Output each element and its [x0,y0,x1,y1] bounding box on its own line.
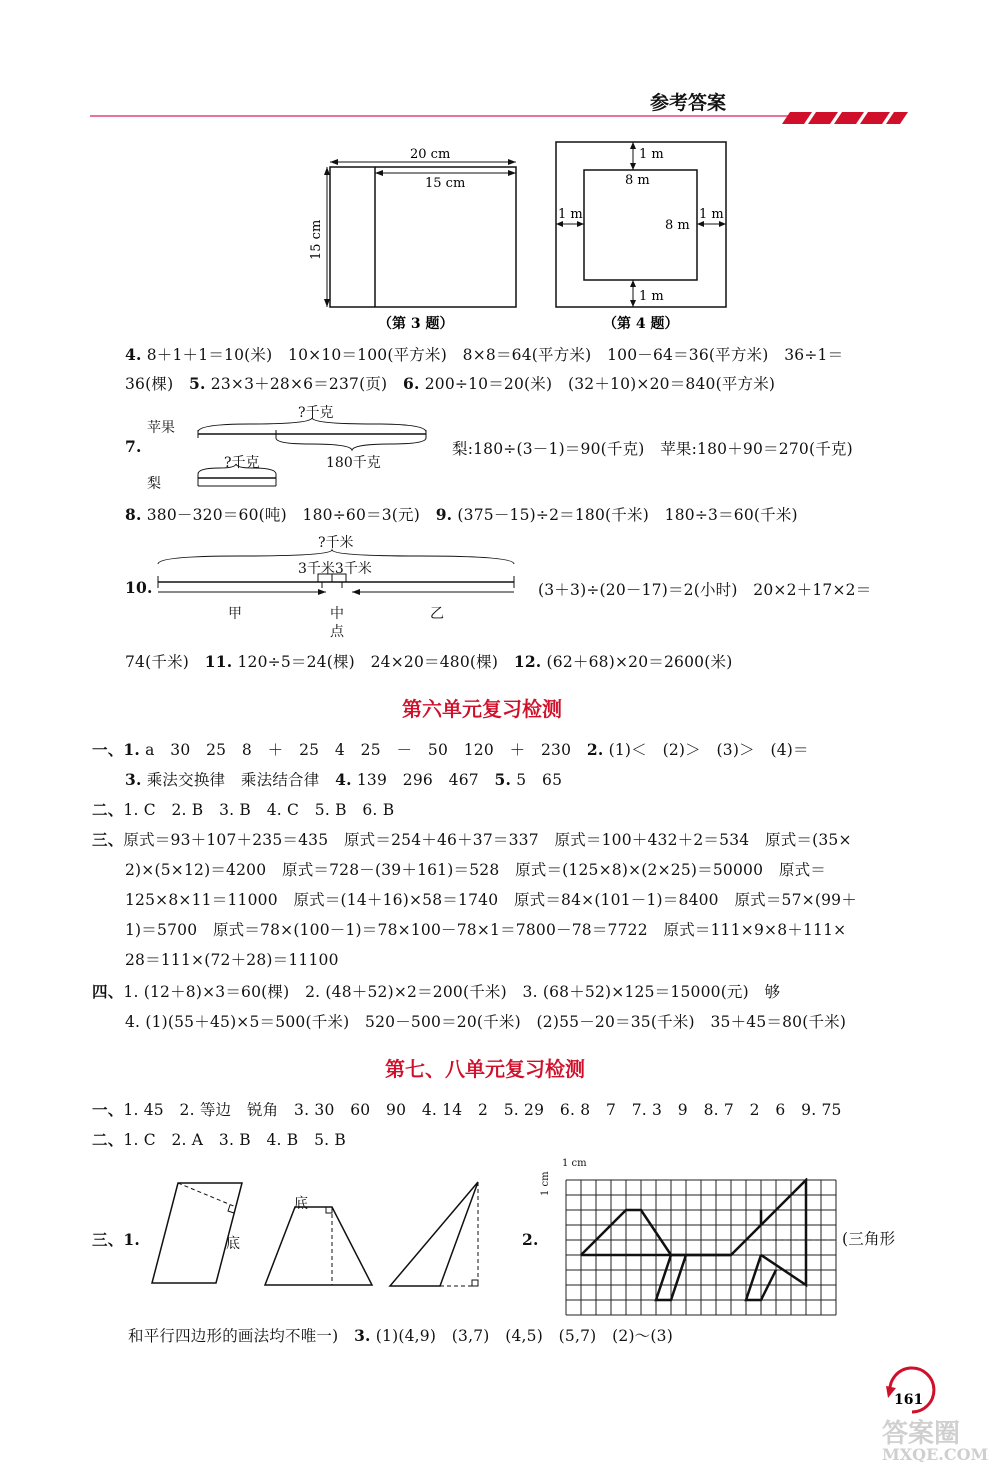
header-stripes-decoration [782,112,908,124]
fig4-inner-h: 8 m [665,218,690,233]
sec6-part3-line3: 125×8×11＝11000 原式＝(14＋16)×58＝1740 原式＝84×(101－1)＝8400 原式＝57×(99＋ [125,891,857,909]
sec6-part3-line4: 1)＝5700 原式＝78×(100－1)＝78×100－78×1＝7800－78＝7722 原式＝111×9×8＋111× [125,921,847,939]
q7-mid-label: ?千克 [224,455,260,471]
answer-line-10-12: 74(千米) 11. 120÷5＝24(棵) 24×20＝480(棵) 12. (62＋68)×20＝2600(米) [125,652,733,671]
fig3-label-20cm: 20 cm [410,147,451,162]
q7-right-label: 180千克 [326,455,381,471]
triangle-figure [388,1180,498,1290]
sec6-part2: 二、1. C 2. B 3. B 4. C 5. B 6. B [92,800,395,819]
watermark-site: MXQE.COM [882,1445,989,1462]
q7-answer: 梨:180÷(3－1)＝90(千克) 苹果:180＋90＝270(千克) [452,440,853,458]
q7-top-label: ?千克 [298,405,334,421]
page-badge [872,1352,992,1462]
section-6-title: 第六单元复习检测 [402,697,562,721]
grid-unit-label-vertical: 1 cm [540,1171,551,1196]
answer-line-4: 4. 8＋1＋1＝10(米) 10×10＝100(平方米) 8×8＝64(平方米) 100－64＝36(平方米) 36÷1＝ [125,345,844,364]
page-number: 161 [894,1392,924,1408]
sec6-part1-line2: 3. 乘法交换律 乘法结合律 4. 139 296 467 5. 5 65 [125,770,563,789]
header-rule [90,112,910,132]
sec6-part1-line1: 一、1. a 30 25 8 ＋ 25 4 25 － 50 120 ＋ 230 2. (1)＜ (2)＞ (3)＞ (4)＝ [92,740,809,759]
height-figures [150,1175,380,1295]
grid-question-number: 2. [522,1230,539,1249]
parallelogram-base-label: 底 [226,1236,240,1252]
fig4-bottom: 1 m [639,289,664,304]
sec78-part2: 二、1. C 2. A 3. B 4. B 5. B [92,1130,347,1149]
sec6-part4-line2: 4. (1)(55＋45)×5＝500(千米) 520－500＝20(千米) (2)55－20＝35(千米) 35＋45＝80(千米) [125,1013,847,1031]
q7-diagram [190,418,440,493]
fig4-left: 1 m [558,207,583,222]
q7-apple-label: 苹果 [147,420,175,436]
fig4-right: 1 m [699,207,724,222]
fig4-inner-w: 8 m [625,173,650,188]
q10-answer: (3＋3)÷(20－17)＝2(小时) 20×2＋17×2＝ [538,581,872,599]
sec6-part4-line1: 四、1. (12＋8)×3＝60(棵) 2. (48＋52)×2＝200(千米) 3. (68＋52)×125＝15000(元) 够 [92,982,781,1001]
grid-unit-label: 1 cm [562,1158,587,1169]
grid-tail-text: (三角形 [842,1230,896,1248]
figure-3 [300,140,530,335]
sec6-part3-line1: 三、原式＝93＋107＋235＝435 原式＝254＋46＋37＝337 原式＝100＋432＋2＝534 原式＝(35× [92,830,852,849]
section-78-title: 第七、八单元复习检测 [385,1057,585,1081]
q7-number: 7. [125,437,142,456]
q10-top-label: ?千米 [318,535,354,551]
fig4-top: 1 m [639,147,664,162]
q10-number: 10. [125,578,153,597]
answer-line-8-9: 8. 380－320＝60(吨) 180÷60＝3(元) 9. (375－15)÷2＝180(千米) 180÷3＝60(千米) [125,505,798,524]
sec78-part1: 一、1. 45 2. 等边 锐角 3. 30 60 90 4. 14 2 5. 29 6. 8 7 7. 3 9 8. 7 2 6 9. 75 [92,1100,842,1119]
q10-dian: 点 [330,624,344,640]
q10-zhong: 中 [330,606,344,622]
figure-4 [553,140,733,335]
fig4-caption: （第 4 题） [603,316,679,332]
trapezoid-base-label: 底 [294,1196,308,1212]
sec6-part3-line2: 2)×(5×12)＝4200 原式＝728－(39＋161)＝528 原式＝(125×8)×(2×25)＝50000 原式＝ [125,861,826,879]
fig3-caption: （第 3 题） [378,316,454,332]
header-title: 参考答案 [650,92,727,114]
q10-mid-label: 3千米3千米 [298,561,372,577]
q10-jia: 甲 [228,606,242,622]
q10-diagram [150,548,520,603]
fig3-label-height: 15 cm [309,219,324,260]
watermark-logo: 答案圈 [882,1419,961,1449]
fig3-label-15cm: 15 cm [425,176,466,191]
q10-yi: 乙 [430,606,444,622]
sec78-part3-label: 三、1. [92,1230,140,1249]
answer-line-5-6: 36(棵) 5. 23×3＋28×6＝237(页) 6. 200÷10＝20(米) (32＋10)×20＝840(平方米) [125,374,776,393]
sec78-last-line: 和平行四边形的画法均不唯一) 3. (1)(4,9) (3,7) (4,5) (5,7) (2)～(3) [128,1326,673,1345]
grid-figure [564,1178,844,1318]
trapezoid-shape [265,1207,372,1285]
q7-pear-label: 梨 [147,476,161,492]
sec6-part3-line5: 28＝111×(72＋28)＝11100 [125,951,339,969]
